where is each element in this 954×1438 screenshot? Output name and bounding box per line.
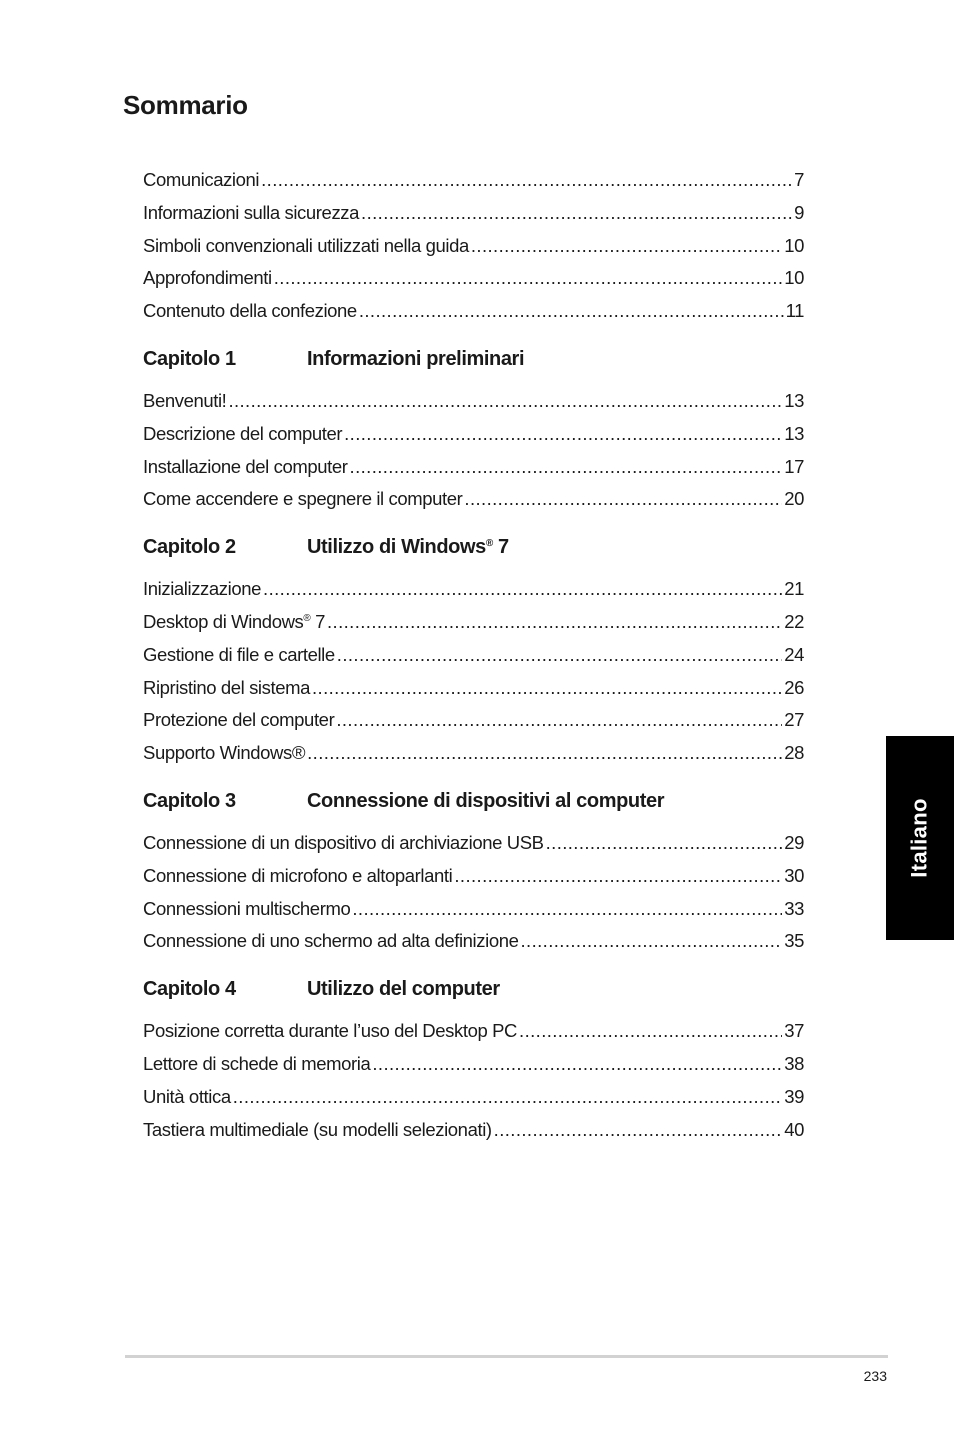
chapter-title — [307, 973, 500, 1005]
toc-page-number: 33 — [784, 897, 804, 919]
toc-page-number: 10 — [784, 267, 804, 289]
toc-entry-label — [143, 1015, 517, 1048]
dot-leader — [471, 230, 782, 263]
toc-entry[interactable] — [143, 573, 804, 606]
toc-entry[interactable] — [143, 925, 804, 958]
chapter-title-text: Informazioni preliminari — [307, 347, 525, 370]
toc-entry[interactable] — [143, 230, 804, 263]
toc-entry[interactable] — [143, 1048, 804, 1081]
toc-page-number: 22 — [784, 610, 804, 632]
toc-page-number: 40 — [784, 1118, 804, 1140]
chapter-title — [307, 531, 509, 563]
toc-entry-label — [143, 418, 342, 451]
language-tab-label: Italiano — [907, 798, 933, 878]
toc-entry-text: Supporto Windows® — [143, 742, 306, 764]
toc-page-number: 37 — [784, 1020, 804, 1042]
toc-entry[interactable] — [143, 295, 804, 328]
toc-entry-text: Protezione del computer — [143, 709, 335, 731]
dot-leader — [352, 893, 782, 926]
toc-entry[interactable] — [143, 1015, 804, 1048]
toc-entry-text: Inizializzazione — [143, 578, 262, 600]
toc-entry-label — [143, 295, 357, 328]
toc-page-number: 20 — [784, 488, 804, 510]
dot-leader — [336, 704, 782, 737]
toc-entry-text: Unità ottica — [143, 1085, 231, 1107]
toc-entry-label — [143, 483, 462, 516]
toc-entry-text: Come accendere e spegnere il computer — [143, 488, 463, 510]
toc-entry-text: Gestione di file e cartelle — [143, 643, 335, 665]
toc-entry-label — [143, 230, 469, 263]
chapter-number: Capitolo 4 — [143, 978, 236, 1001]
toc-page-number: 9 — [794, 201, 804, 223]
toc-entry-text: Posizione corretta durante l’uso del Desktop PC — [143, 1020, 518, 1042]
toc-entry[interactable] — [143, 262, 804, 295]
toc-page-number: 39 — [784, 1085, 804, 1107]
toc-entry-label — [143, 451, 348, 484]
chapter-heading — [143, 531, 804, 563]
toc-entry-label — [143, 1081, 231, 1114]
language-tab — [886, 736, 954, 940]
toc-entry-label — [143, 606, 325, 639]
chapter-heading — [143, 785, 804, 817]
toc-entry-text: Ripristino del sistema — [143, 676, 311, 698]
toc-entry-text: Contenuto della confezione — [143, 300, 357, 322]
toc-page-number: 27 — [784, 709, 804, 731]
toc-entry-text: Simboli convenzionali utilizzati nella guida — [143, 234, 469, 256]
chapter-number: Capitolo 1 — [143, 347, 236, 370]
chapter-title — [307, 785, 664, 817]
toc-entry[interactable] — [143, 1114, 804, 1147]
toc-page-number: 21 — [784, 578, 804, 600]
chapter-title-text: Utilizzo del computer — [307, 978, 500, 1001]
toc-entry-text: Comunicazioni — [143, 169, 260, 190]
page-title: Sommario — [123, 90, 248, 120]
toc-entry[interactable] — [143, 385, 804, 418]
toc-entry-text: Approfondimenti — [143, 267, 272, 289]
toc-entry[interactable] — [143, 483, 804, 516]
chapter-title-text: Connessione di dispositivi al computer — [307, 789, 665, 812]
toc-entry-text: Benvenuti! — [143, 389, 227, 411]
toc-entry-suffix: 7 — [310, 610, 326, 632]
toc-entry-text: Tastiera multimediale (su modelli selezionati) — [143, 1118, 492, 1140]
toc-page-number: 29 — [784, 831, 804, 853]
toc-entry[interactable] — [143, 737, 804, 770]
dot-leader — [344, 418, 782, 451]
toc-entry-label — [143, 1048, 370, 1081]
dot-leader — [494, 1114, 783, 1147]
toc-entry-label — [143, 860, 452, 893]
toc-entry-text: Lettore di schede di memoria — [143, 1052, 371, 1074]
toc-entry-label — [143, 704, 334, 737]
chapter-title-text: Utilizzo di Windows — [307, 536, 486, 559]
toc-page-number: 13 — [784, 389, 804, 411]
toc-entry-label — [143, 573, 261, 606]
page-number: 233 — [863, 1368, 887, 1384]
dot-leader — [327, 606, 782, 639]
toc-entry[interactable] — [143, 704, 804, 737]
toc-page-number: 7 — [794, 169, 804, 190]
dot-leader — [546, 827, 783, 860]
dot-leader — [337, 639, 782, 672]
toc-entry-label — [143, 827, 544, 860]
dot-leader — [519, 1015, 782, 1048]
dot-leader — [361, 197, 792, 230]
toc-page-number: 13 — [784, 422, 804, 444]
chapter-heading — [143, 973, 804, 1005]
chapter-title-suffix: 7 — [492, 536, 509, 559]
toc-entry-label — [143, 672, 310, 705]
toc-entry-text: Connessione di un dispositivo di archiviazione USB — [143, 831, 544, 853]
dot-leader — [261, 164, 792, 197]
dot-leader — [233, 1081, 782, 1114]
toc-page-number: 24 — [784, 643, 804, 665]
toc-entry[interactable] — [143, 672, 804, 705]
toc-page-number: 26 — [784, 676, 804, 698]
toc-entry-label — [143, 737, 305, 770]
chapter-title — [307, 343, 524, 375]
footer-divider — [125, 1355, 888, 1358]
dot-leader — [307, 737, 782, 770]
dot-leader — [312, 672, 782, 705]
toc-entry[interactable] — [143, 197, 804, 230]
registered-mark: ® — [485, 538, 493, 550]
dot-leader — [454, 860, 782, 893]
registered-mark: ® — [303, 612, 311, 624]
dot-leader — [521, 925, 783, 958]
toc-entry-text: Informazioni sulla sicurezza — [143, 201, 360, 223]
chapter-heading — [143, 343, 804, 375]
toc-page-number: 30 — [784, 864, 804, 886]
toc-entry-label — [143, 164, 259, 197]
toc-entry[interactable] — [143, 860, 804, 893]
toc-entry-label — [143, 893, 350, 926]
toc-page-number: 38 — [784, 1052, 804, 1074]
toc-entry-label — [143, 1114, 492, 1147]
toc-page-number: 10 — [784, 234, 804, 256]
toc-entry[interactable] — [143, 1081, 804, 1114]
dot-leader — [263, 573, 782, 606]
toc-entry[interactable] — [143, 606, 804, 639]
toc-entry-text: Descrizione del computer — [143, 422, 343, 444]
toc-entry-label — [143, 385, 226, 418]
toc-entry-text: Connessione di microfono e altoparlanti — [143, 864, 453, 886]
toc-entry-text: Desktop di Windows — [143, 610, 304, 632]
toc-entry[interactable] — [143, 418, 804, 451]
chapter-number: Capitolo 2 — [143, 536, 236, 559]
dot-leader — [350, 451, 783, 484]
toc-page-number: 28 — [784, 742, 804, 764]
toc-entry-text: Installazione del computer — [143, 455, 348, 477]
dot-leader — [464, 483, 782, 516]
chapter-number: Capitolo 3 — [143, 789, 236, 812]
toc-entry-text: Connessioni multischermo — [143, 897, 351, 919]
dot-leader — [359, 295, 784, 328]
toc-page-number: 35 — [784, 930, 804, 952]
dot-leader — [372, 1048, 782, 1081]
toc-entry-text: Connessione di uno schermo ad alta definizione — [143, 930, 519, 952]
dot-leader — [274, 262, 782, 295]
toc-entry-label — [143, 639, 335, 672]
toc-entry[interactable] — [143, 451, 804, 484]
table-of-contents — [143, 164, 804, 1146]
toc-entry[interactable] — [143, 164, 804, 197]
toc-entry-label — [143, 197, 359, 230]
toc-entry[interactable] — [143, 893, 804, 926]
toc-entry-label — [143, 262, 272, 295]
toc-entry[interactable] — [143, 639, 804, 672]
toc-page-number: 17 — [784, 455, 804, 477]
toc-entry[interactable] — [143, 827, 804, 860]
dot-leader — [228, 385, 782, 418]
toc-entry-label — [143, 925, 519, 958]
toc-page-number: 11 — [785, 300, 804, 322]
